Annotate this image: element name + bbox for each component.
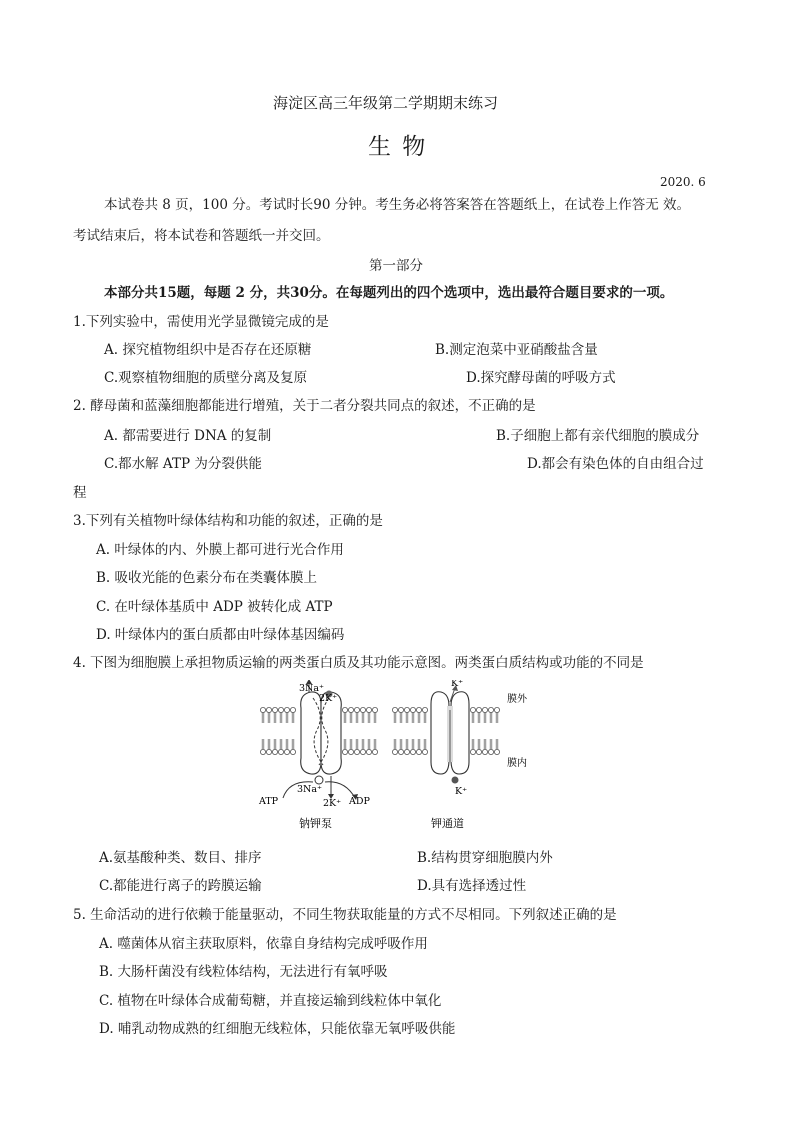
label-adp: ADP <box>349 796 370 807</box>
option-c: C. 在叶绿体基质中 ADP 被转化成 ATP <box>96 599 333 615</box>
lipid-bilayer-channel-left <box>392 707 427 754</box>
option-b: B.子细胞上都有亲代细胞的膜成分 <box>496 428 700 444</box>
option-d: D. 哺乳动物成熟的红细胞无线粒体，只能依靠无氧呼吸供能 <box>99 1021 456 1037</box>
option-a: A. 噬菌体从宿主获取原料，依靠自身结构完成呼吸作用 <box>99 936 428 952</box>
label-k-bottom: 2K⁺ <box>323 798 342 809</box>
label-k-channel-bottom: K⁺ <box>455 786 468 797</box>
exam-title: 海淀区高三年级第二学期期末练习 <box>273 94 499 112</box>
option-a: A. 探究植物组织中是否存在还原糖 <box>104 342 312 358</box>
question-stem: 3.下列有关植物叶绿体结构和功能的叙述，正确的是 <box>73 513 383 529</box>
option-c: C.观察植物细胞的质壁分离及复原 <box>104 370 308 386</box>
option-d: D.探究酵母菌的呼吸方式 <box>466 370 616 386</box>
lipid-bilayer-pump-left <box>260 707 295 754</box>
option-b: B.结构贯穿细胞膜内外 <box>417 850 553 866</box>
label-k-in-top: 2K⁺ <box>319 693 338 704</box>
label-na-in: 3Na⁺ <box>297 784 323 795</box>
label-inside: 膜内 <box>507 758 527 769</box>
potassium-channel <box>431 685 469 784</box>
question-stem: 1.下列实验中，需使用光学显微镜完成的是 <box>73 314 329 330</box>
question-stem: 2. 酵母菌和蓝藻细胞都能进行增殖，关于二者分裂共同点的叙述，不正确的是 <box>73 398 536 414</box>
instructions-line-2: 考试结束后，将本试卷和答题纸一并交回。 <box>73 228 330 244</box>
question-stem: 5. 生命活动的进行依赖于能量驱动，不同生物获取能量的方式不尽相同。下列叙述正确的是 <box>73 907 617 923</box>
option-d: D. 叶绿体内的蛋白质都由叶绿体基因编码 <box>96 627 345 643</box>
option-a: A. 叶绿体的内、外膜上都可进行光合作用 <box>96 542 344 558</box>
caption-channel: 钾通道 <box>431 817 464 830</box>
option-d-continuation: 程 <box>73 485 87 501</box>
option-b: B. 大肠杆菌没有线粒体结构，无法进行有氧呼吸 <box>99 964 388 980</box>
section-rule: 本部分共15题，每题 2 分，共30分。在每题列出的四个选项中，选出最符合题目要求的一项。 <box>104 285 674 301</box>
subject-title: 生 物 <box>368 134 428 160</box>
sodium-potassium-pump <box>301 691 342 785</box>
option-c: C.都能进行离子的跨膜运输 <box>99 878 262 894</box>
option-c: C. 植物在叶绿体合成葡萄糖，并直接运输到线粒体中氧化 <box>99 993 442 1009</box>
exam-date: 2020. 6 <box>660 175 706 189</box>
caption-pump: 钠钾泵 <box>299 817 332 830</box>
lipid-bilayer-channel-right <box>470 707 499 754</box>
option-b: B.测定泡菜中亚硝酸盐含量 <box>435 342 598 358</box>
option-b: B. 吸收光能的色素分布在类囊体膜上 <box>96 570 318 586</box>
label-outside: 膜外 <box>507 694 527 705</box>
label-k-channel-top: K⁺ <box>451 680 464 689</box>
label-atp: ATP <box>259 796 279 807</box>
question-stem: 4. 下图为细胞膜上承担物质运输的两类蛋白质及其功能示意图。两类蛋白质结构或功能的不同是 <box>73 655 644 671</box>
option-a: A.氨基酸种类、数目、排序 <box>99 850 262 866</box>
instructions-line-1: 本试卷共 8 页，100 分。考试时长90 分钟。考生务必将答案答在答题纸上，在试卷上作答无 效。 <box>104 197 690 213</box>
option-c: C.都水解 ATP 为分裂供能 <box>104 456 262 472</box>
label-na-out: 3Na⁺ <box>299 683 325 694</box>
lipid-bilayer-pump-right <box>342 707 377 754</box>
option-d: D.具有选择透过性 <box>417 878 527 894</box>
membrane-transport-figure <box>255 680 555 830</box>
section-title: 第一部分 <box>369 258 423 274</box>
option-a: A. 都需要进行 DNA 的复制 <box>104 428 272 444</box>
option-d: D.都会有染色体的自由组合过 <box>527 456 704 472</box>
